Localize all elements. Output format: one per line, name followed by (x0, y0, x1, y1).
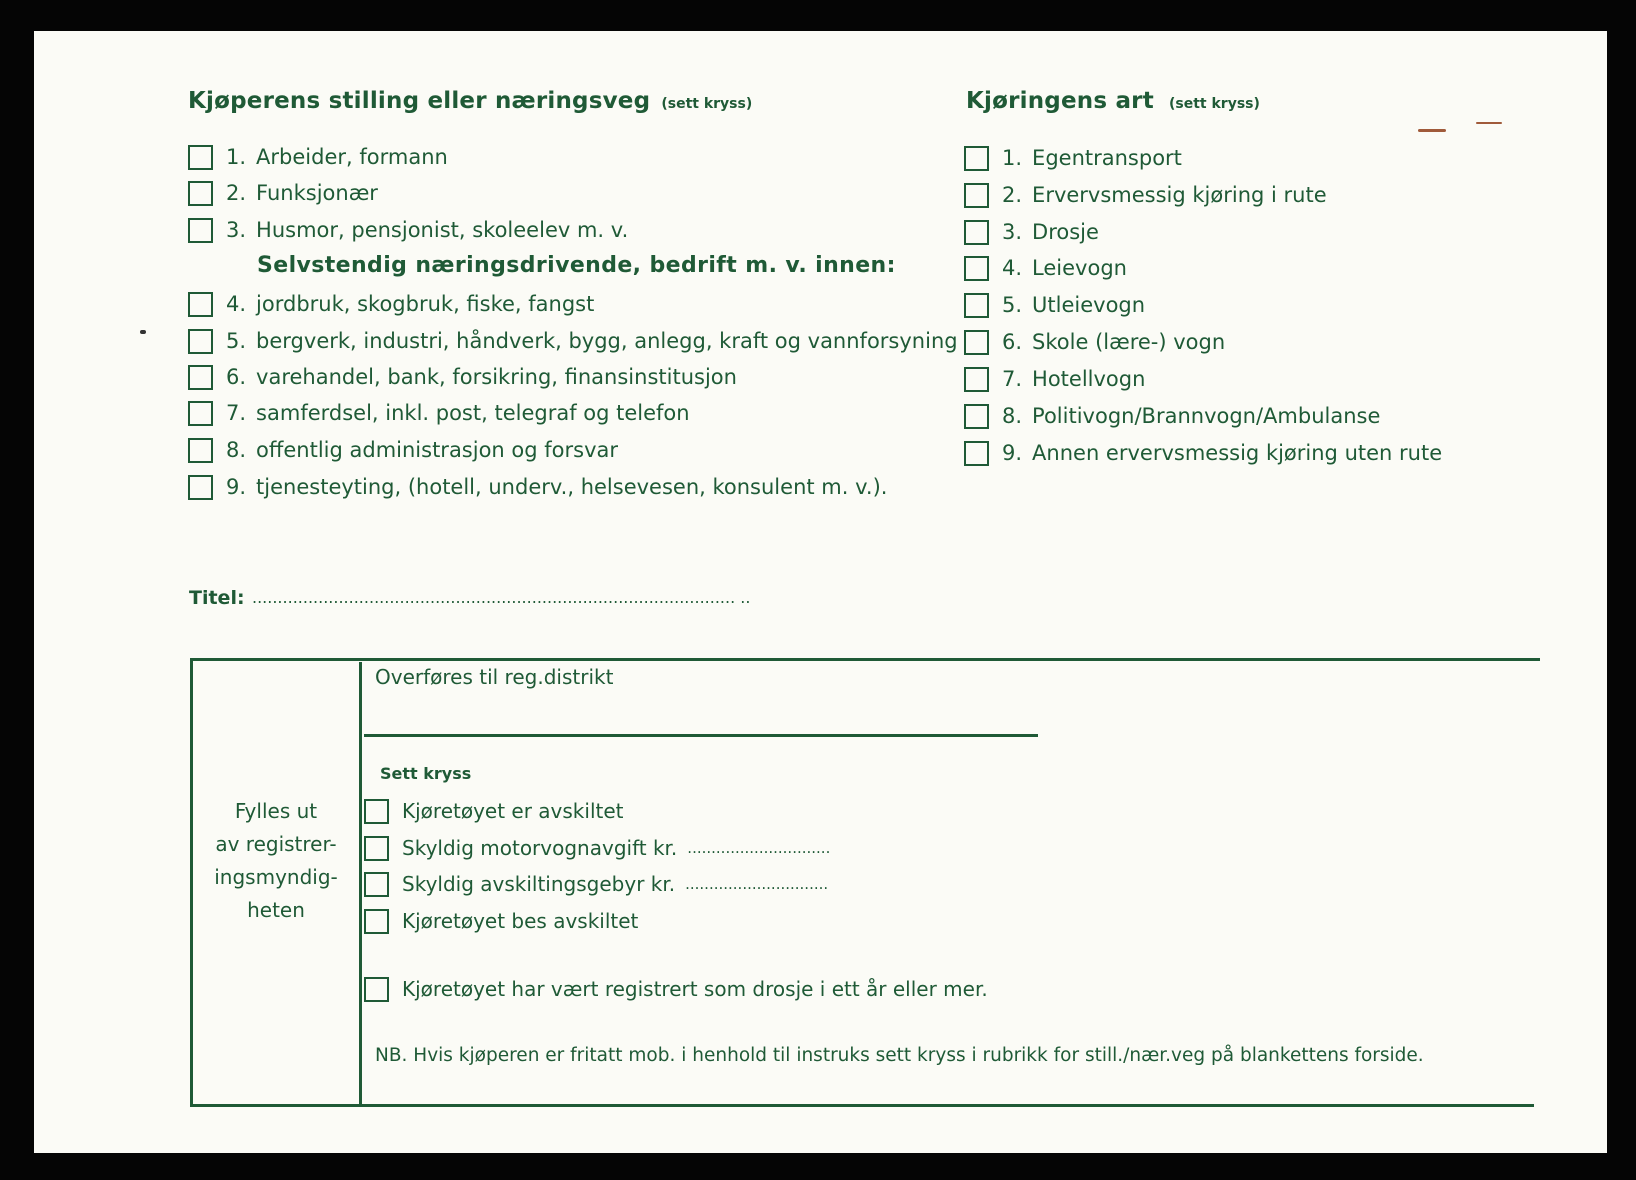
option-number: 9. (1002, 441, 1023, 465)
check-label: Kjøretøyet bes avskiltet (402, 909, 639, 933)
option-number: 9. (226, 475, 247, 499)
motor-fee-dots[interactable]: .............................. (687, 839, 831, 857)
side-line-3: ingsmyndig- (214, 865, 338, 889)
buyer-occupation-title: Kjøperens stilling eller næringsveg (188, 88, 651, 114)
option-number: 7. (1002, 367, 1023, 391)
nb-note: NB. Hvis kjøperen er fritatt mob. i henhold til instruks sett kryss i rubrikk for still./nær.veg på blankettens forside. (375, 1045, 1424, 1066)
option-label: Funksjonær (256, 181, 378, 205)
deregistered-checkbox[interactable] (364, 799, 389, 824)
driving-option-8[interactable] (964, 401, 1380, 431)
option-number: 6. (1002, 330, 1023, 354)
option-label: Annen ervervsmessig kjøring uten rute (1032, 441, 1443, 465)
box-bottom-rule (190, 1104, 1534, 1107)
occupation-checkbox-7[interactable] (188, 401, 213, 426)
occupation-checkbox-9[interactable] (188, 475, 213, 500)
check-label: Skyldig avskiltingsgebyr kr. (402, 872, 676, 896)
occupation-checkbox-1[interactable] (188, 145, 213, 170)
option-label: Hotellvogn (1032, 367, 1146, 391)
option-number: 7. (226, 401, 247, 425)
motor-fee-checkbox[interactable] (364, 836, 389, 861)
occupation-option-4[interactable] (188, 289, 594, 319)
occupation-checkbox-8[interactable] (188, 438, 213, 463)
option-number: 4. (1002, 256, 1023, 280)
option-label: offentlig administrasjon og forsvar (256, 438, 619, 462)
driving-checkbox-8[interactable] (964, 404, 989, 429)
occupation-checkbox-3[interactable] (188, 218, 213, 243)
check-plate-fee[interactable] (364, 869, 828, 899)
driving-option-6[interactable] (964, 327, 1225, 357)
occupation-option-1[interactable] (188, 142, 448, 172)
option-label: Ervervsmessig kjøring i rute (1032, 183, 1327, 207)
stray-mark (1418, 129, 1446, 132)
occupation-option-7[interactable] (188, 398, 690, 428)
title-field-dots[interactable]: ............................................................................................... .. (252, 588, 751, 607)
occupation-checkbox-2[interactable] (188, 181, 213, 206)
occupation-option-2[interactable] (188, 178, 378, 208)
transfer-district-label: Overføres til reg.distrikt (375, 665, 614, 689)
option-number: 8. (1002, 404, 1023, 428)
stray-mark (1476, 122, 1502, 124)
driving-option-5[interactable] (964, 290, 1145, 320)
option-number: 3. (1002, 220, 1023, 244)
box-top-rule (190, 658, 1540, 661)
plate-fee-checkbox[interactable] (364, 872, 389, 897)
driving-type-title: Kjøringens art (966, 88, 1154, 114)
stray-mark (140, 330, 146, 334)
driving-option-3[interactable] (964, 217, 1099, 247)
option-label: jordbruk, skogbruk, fiske, fangst (256, 292, 595, 316)
option-number: 8. (226, 438, 247, 462)
occupation-checkbox-5[interactable] (188, 329, 213, 354)
check-deregistered[interactable] (364, 796, 624, 826)
driving-checkbox-5[interactable] (964, 293, 989, 318)
option-number: 5. (226, 329, 247, 353)
option-number: 1. (226, 145, 247, 169)
check-motor-fee[interactable] (364, 833, 830, 863)
check-label: Skyldig motorvognavgift kr. (402, 836, 678, 860)
driving-type-heading (966, 88, 1260, 114)
driving-checkbox-9[interactable] (964, 441, 989, 466)
plate-fee-dots[interactable]: .............................. (685, 875, 829, 893)
district-underline (364, 734, 1038, 737)
option-label: Arbeider, formann (256, 145, 448, 169)
driving-option-7[interactable] (964, 364, 1145, 394)
occupation-option-6[interactable] (188, 362, 737, 392)
check-request-deregister[interactable] (364, 906, 638, 936)
occupation-option-5[interactable] (188, 326, 958, 356)
option-label: varehandel, bank, forsikring, finansinstitusjon (256, 365, 737, 389)
driving-option-9[interactable] (964, 438, 1442, 468)
title-field-label: Titel: (189, 587, 245, 609)
taxi-history-checkbox[interactable] (364, 977, 389, 1002)
option-label: Utleievogn (1032, 293, 1146, 317)
option-label: Skole (lære-) vogn (1032, 330, 1226, 354)
driving-checkbox-4[interactable] (964, 256, 989, 281)
buyer-occupation-note: (sett kryss) (661, 96, 753, 112)
occupation-option-8[interactable] (188, 435, 618, 465)
option-number: 1. (1002, 146, 1023, 170)
option-number: 5. (1002, 293, 1023, 317)
option-label: Leievogn (1032, 256, 1127, 280)
driving-checkbox-6[interactable] (964, 330, 989, 355)
driving-type-note: (sett kryss) (1169, 96, 1260, 112)
option-number: 4. (226, 292, 247, 316)
self-employed-subheading: Selvstendig næringsdrivende, bedrift m. v. innen: (257, 253, 896, 278)
option-label: samferdsel, inkl. post, telegraf og telefon (256, 401, 690, 425)
driving-option-2[interactable] (964, 180, 1327, 210)
option-label: Politivogn/Brannvogn/Ambulanse (1032, 404, 1381, 428)
option-number: 2. (226, 181, 247, 205)
option-label: Husmor, pensjonist, skoleelev m. v. (256, 218, 629, 242)
driving-checkbox-3[interactable] (964, 220, 989, 245)
box-divider-rule (359, 662, 362, 1104)
occupation-checkbox-6[interactable] (188, 365, 213, 390)
option-label: Egentransport (1032, 146, 1182, 170)
driving-checkbox-1[interactable] (964, 146, 989, 171)
occupation-option-9[interactable] (188, 472, 887, 502)
side-line-1: Fylles ut (234, 799, 318, 823)
buyer-occupation-heading (188, 88, 752, 114)
driving-checkbox-2[interactable] (964, 183, 989, 208)
driving-option-4[interactable] (964, 253, 1127, 283)
registry-side-label (193, 795, 359, 927)
check-label: Kjøretøyet har vært registrert som drosje i ett år eller mer. (402, 977, 988, 1001)
driving-checkbox-7[interactable] (964, 367, 989, 392)
request-deregister-checkbox[interactable] (364, 909, 389, 934)
side-line-2: av registrer- (215, 832, 337, 856)
check-taxi-history[interactable] (364, 974, 988, 1004)
sett-kryss-label: Sett kryss (380, 764, 472, 783)
occupation-checkbox-4[interactable] (188, 292, 213, 317)
driving-option-1[interactable] (964, 143, 1182, 173)
option-label: bergverk, industri, håndverk, bygg, anlegg, kraft og vannforsyning (256, 329, 958, 353)
occupation-option-3[interactable] (188, 215, 628, 245)
check-label: Kjøretøyet er avskiltet (402, 799, 624, 823)
option-number: 2. (1002, 183, 1023, 207)
option-number: 3. (226, 218, 247, 242)
side-line-4: heten (247, 898, 305, 922)
option-number: 6. (226, 365, 247, 389)
option-label: tjenesteyting, (hotell, underv., helsevesen, konsulent m. v.). (256, 475, 888, 499)
option-label: Drosje (1032, 220, 1099, 244)
